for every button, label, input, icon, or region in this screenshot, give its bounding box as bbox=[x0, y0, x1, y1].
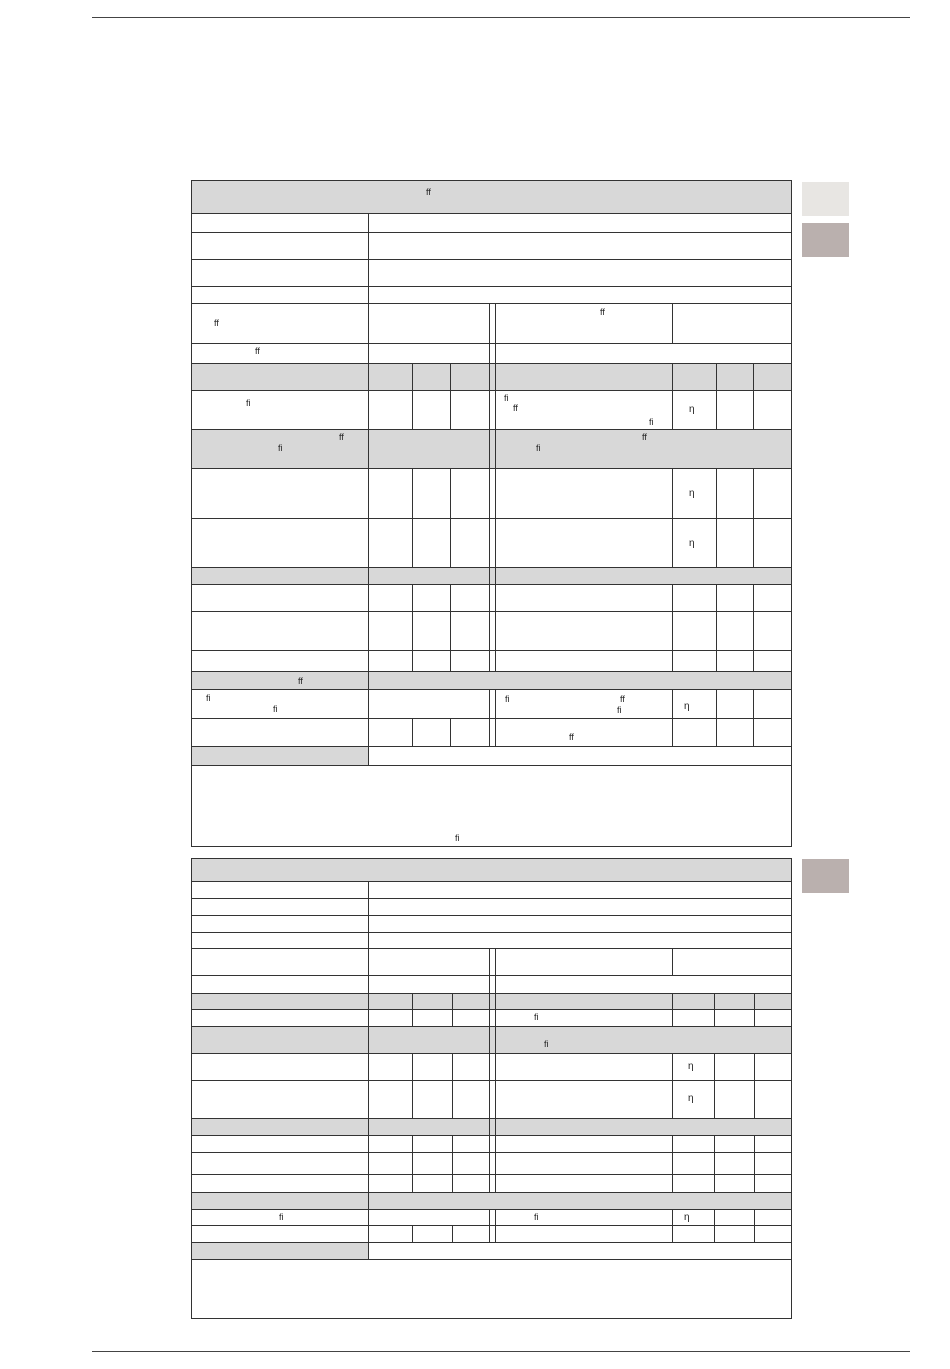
row-mark: fi bbox=[273, 704, 278, 714]
form-header bbox=[192, 859, 791, 881]
subtotal-row bbox=[192, 1118, 791, 1135]
row-mark: ff bbox=[339, 432, 344, 442]
row-mark: fi bbox=[649, 417, 654, 427]
row-mark: fi bbox=[544, 1039, 549, 1049]
row-mark: ff bbox=[569, 732, 574, 742]
row-mark: fi bbox=[505, 694, 510, 704]
row-mark: ff bbox=[600, 307, 605, 317]
column-header-row bbox=[192, 993, 791, 1009]
header-mark: ff bbox=[426, 187, 431, 197]
row-mark: fi bbox=[534, 1012, 539, 1022]
row-mark: fi bbox=[504, 393, 509, 403]
section-row bbox=[192, 1192, 791, 1209]
form-sheet-2 bbox=[191, 858, 792, 1319]
row-mark: ff bbox=[642, 432, 647, 442]
row-mark: fi bbox=[278, 443, 283, 453]
eta-symbol: η bbox=[688, 1061, 694, 1072]
row-mark: ff bbox=[620, 694, 625, 704]
row-mark: fi bbox=[246, 398, 251, 408]
eta-symbol: η bbox=[688, 1093, 694, 1104]
row-mark: ff bbox=[513, 403, 518, 413]
footer-mark: fi bbox=[455, 833, 460, 843]
eta-symbol: η bbox=[689, 488, 695, 499]
row-mark: fi bbox=[279, 1212, 284, 1222]
row-mark: fi bbox=[534, 1212, 539, 1222]
form-header bbox=[192, 181, 791, 213]
footer-label-cell bbox=[192, 1242, 368, 1259]
section-row bbox=[192, 671, 791, 689]
eta-symbol: η bbox=[684, 1212, 690, 1223]
row-mark: fi bbox=[617, 705, 622, 715]
bottom-rule bbox=[92, 1351, 910, 1352]
eta-symbol: η bbox=[689, 404, 695, 415]
row-mark: fi bbox=[536, 443, 541, 453]
form-sheet-1 bbox=[191, 180, 792, 847]
top-rule bbox=[92, 17, 910, 18]
footer-label-cell bbox=[192, 746, 368, 765]
row-mark: fi bbox=[206, 693, 211, 703]
side-tab-light bbox=[802, 182, 849, 216]
side-tab-dark bbox=[802, 223, 849, 257]
eta-symbol: η bbox=[684, 701, 690, 712]
column-header-row bbox=[192, 363, 791, 390]
row-mark: ff bbox=[214, 318, 219, 328]
subtotal-row bbox=[192, 567, 791, 584]
section-mark: ff bbox=[298, 676, 303, 686]
row-mark: ff bbox=[255, 346, 260, 356]
subsection-row bbox=[192, 1026, 791, 1053]
eta-symbol: η bbox=[689, 538, 695, 549]
side-tab-dark-2 bbox=[802, 859, 849, 893]
